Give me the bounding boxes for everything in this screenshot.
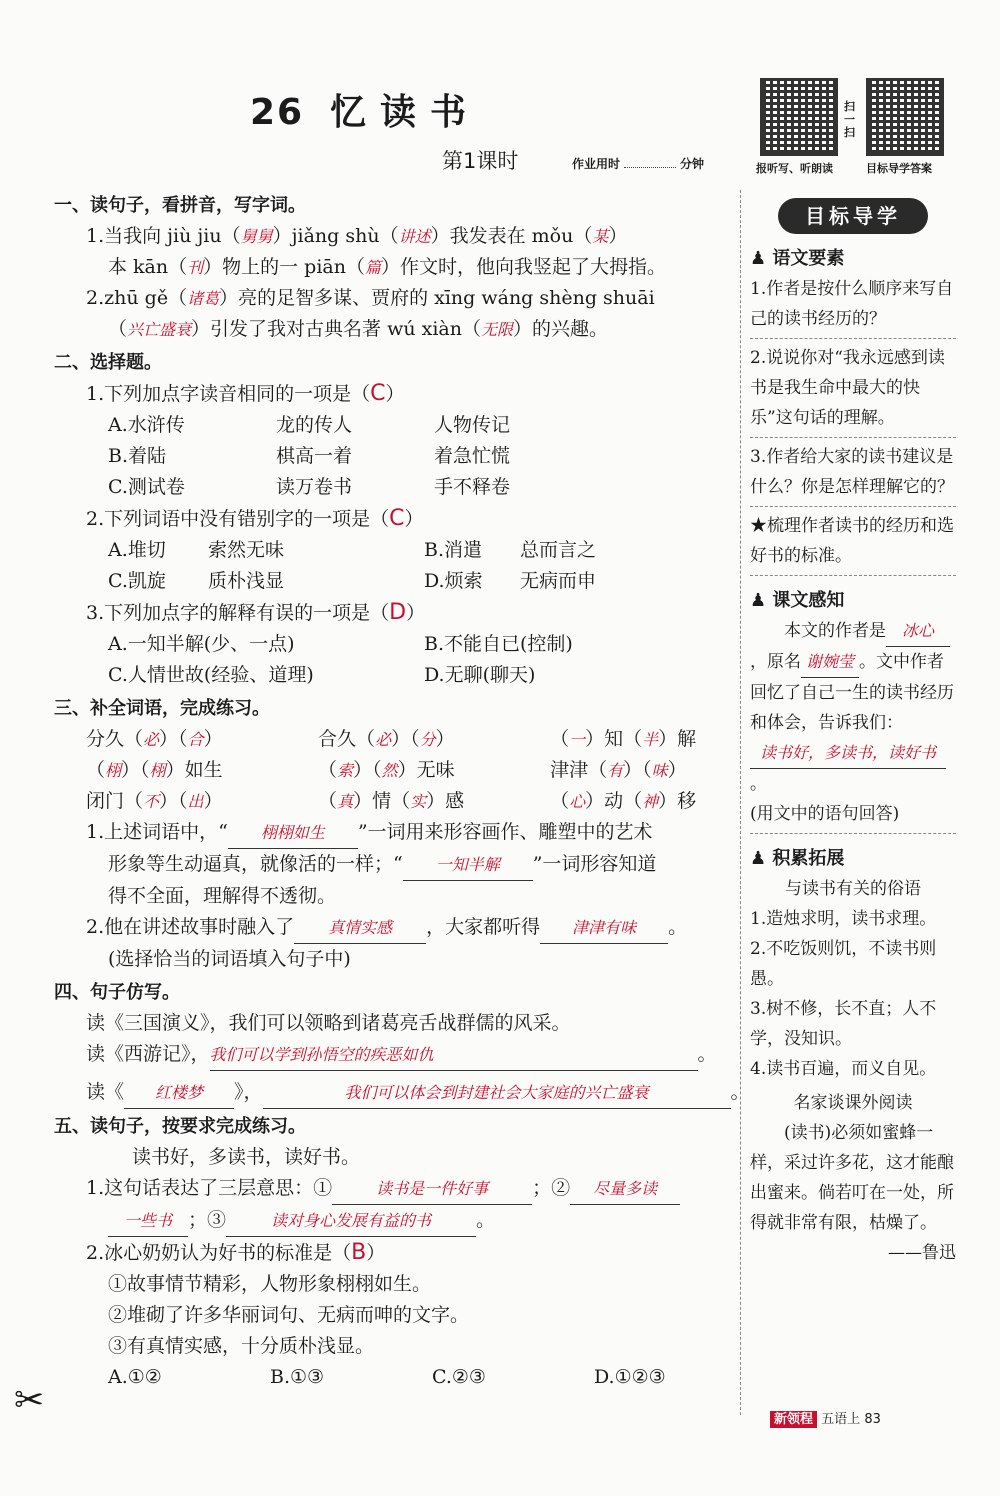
question-line: 1.下列加点字读音相同的一项是（C） — [86, 381, 405, 406]
question-line: 3.下列加点字的解释有误的一项是（D） — [86, 600, 426, 625]
sidebar-badge: 目标导学 — [778, 198, 928, 234]
question-line: 2.下列词语中没有错别字的一项是（C） — [86, 506, 424, 531]
option-row: C.测试卷 读万卷书 手不释卷 — [108, 476, 511, 498]
section-title: 一、读句子，看拼音，写字词。 — [54, 195, 306, 216]
question-line: （兴亡盛衰）引发了我对古典名著 wú xiàn（无限）的兴趣。 — [108, 318, 608, 340]
reader-icon: ♟ — [750, 590, 767, 611]
proverb: 2.不吃饭则饥，不读书则愚。 — [750, 939, 937, 989]
sidebar-heading: ♟ 语文要素 — [750, 248, 845, 269]
scissors-icon: ✂ — [14, 1380, 45, 1421]
page-title: 26 忆读书 — [249, 92, 481, 133]
main-column — [54, 188, 750, 1393]
text-perception: 本文的作者是 冰心，原名 谢婉莹 。文中作者回忆了自己一生的读书经历和体会，告诉我们：读书好，多读书，读好书。 — [750, 616, 956, 799]
question-line: (选择恰当的词语填入句子中) — [108, 948, 351, 970]
hint-note: (用文中的语句回答) — [750, 804, 900, 824]
question-line: 一些书 ；③ 读对身心发展有益的书 。 — [54, 1205, 734, 1237]
quote-sentence: 读书好，多读书，读好书。 — [132, 1146, 361, 1168]
option-row: B.着陆 棋高一着 着急忙慌 — [108, 445, 511, 467]
proverb: 3.树不修，长不直；人不学，没知识。 — [750, 999, 937, 1049]
example-sentence: 读《三国演义》，我们可以领略到诸葛亮舌战群儒的风采。 — [86, 1012, 571, 1034]
sidebar-subtitle: 名家谈课外阅读 — [793, 1093, 913, 1113]
question-line: 1.当我向 jiù jiu（舅舅）jiǎng shù（讲述）我发表在 mǒu（某） — [86, 225, 628, 247]
sidebar-subtitle: 与读书有关的俗语 — [785, 879, 921, 899]
homework-time: 作业用时 分钟 — [572, 157, 705, 171]
proverb: 1.造烛求明，读书求理。 — [750, 909, 937, 929]
famous-quote: (读书)必须如蜜蜂一样，采过许多花，这才能酿出蜜来。倘若叮在一处，所得就非常有限，枯燥了。 — [750, 1123, 954, 1233]
reader-icon: ♟ — [750, 248, 767, 269]
section-title: 二、选择题。 — [54, 352, 162, 373]
option-row: A.水浒传 龙的传人 人物传记 — [108, 414, 511, 436]
idiom-row: （栩）（栩）如生 （索）（然）无味 津津（有）（味） — [86, 759, 687, 781]
question-line: 读《西游记》，我们可以学到孙悟空的疾恶如仇 。 — [54, 1039, 734, 1071]
page-footer: 新领程 五语上 83 — [770, 1408, 881, 1427]
sidebar-item: ★梳理作者读书的经历和选好书的标准。 — [750, 516, 954, 566]
question-line: 2.冰心奶奶认为好书的标准是（B） — [86, 1240, 386, 1265]
qr-caption: 目标导学答案 — [866, 162, 932, 175]
idiom-row: 分久（必）（合） 合久（必）（分） （一）知（半）解 — [86, 728, 697, 750]
qr-code-icon[interactable] — [760, 78, 838, 156]
question-line: 得不全面，理解得不透彻。 — [108, 885, 337, 907]
question-line: 2.他在讲述故事时融入了 真情实感 ，大家都听得 津津有味 。 — [54, 912, 734, 944]
option-row: A.一知半解(少、一点) B.不能自已(控制) — [108, 633, 573, 655]
question-line: 本 kān（刊）物上的一 piān（篇）作文时，他向我竖起了大拇指。 — [108, 256, 667, 278]
proverb: 4.读书百遍，而义自见。 — [750, 1059, 937, 1079]
idiom-row: 闭门（不）（出） （真）情（实）感 （心）动（神）移 — [86, 790, 697, 812]
question-line: 2.zhū gě（诸葛）亮的足智多谋、贾府的 xīng wáng shèng shuāi — [86, 287, 655, 309]
sidebar — [750, 198, 956, 1268]
option-row: ②堆砌了许多华丽词句、无病而呻的文字。 — [108, 1304, 470, 1326]
scan-label: 扫一扫 — [844, 100, 855, 139]
option-row: ③有真情实感，十分质朴浅显。 — [108, 1335, 375, 1357]
reader-icon: ♟ — [750, 848, 767, 869]
section-title: 四、句子仿写。 — [54, 982, 180, 1003]
qr-code-icon[interactable] — [866, 78, 944, 156]
option-row: A.①② B.①③ C.②③ D.①②③ — [108, 1366, 666, 1388]
option-row: ①故事情节精彩，人物形象栩栩如生。 — [108, 1273, 432, 1295]
option-row: C.人情世故(经验、道理) D.无聊(聊天) — [108, 664, 536, 686]
column-divider — [740, 190, 741, 1415]
question-line: 读《 红楼梦 》， 我们可以体会到封建社会大家庭的兴亡盛衰 。 — [54, 1077, 734, 1109]
quote-author: ——鲁迅 — [888, 1243, 956, 1263]
option-row: C.凯旋 质朴浅显 D.烦索 无病而申 — [108, 570, 597, 592]
question-line: 形象等生动逼真，就像活的一样；“ 一知半解 ”一词形容知道 — [54, 849, 734, 881]
question-line: 1.上述词语中，“ 栩栩如生 ”一词用来形容画作、雕塑中的艺术 — [54, 817, 734, 849]
sidebar-item: 3.作者给大家的读书建议是什么？你是怎样理解它的？ — [750, 447, 954, 497]
section-title: 三、补全词语，完成练习。 — [54, 698, 270, 719]
lesson-label: 第1课时 — [442, 149, 519, 173]
section-title: 五、读句子，按要求完成练习。 — [54, 1116, 306, 1137]
option-row: A.堆切 索然无味 B.消遣 总而言之 — [108, 539, 597, 561]
sidebar-item: 2.说说你对“我永远感到读书是我生命中最大的快乐”这句话的理解。 — [750, 348, 945, 428]
sidebar-heading: ♟ 课文感知 — [750, 590, 845, 611]
sidebar-item: 1.作者是按什么顺序来写自己的读书经历的？ — [750, 279, 954, 329]
question-line: 1.这句话表达了三层意思：① 读书是一件好事 ；② 尽量多读 — [54, 1173, 734, 1205]
sidebar-heading: ♟ 积累拓展 — [750, 848, 845, 869]
qr-caption: 报听写、听朗读 — [756, 162, 833, 175]
